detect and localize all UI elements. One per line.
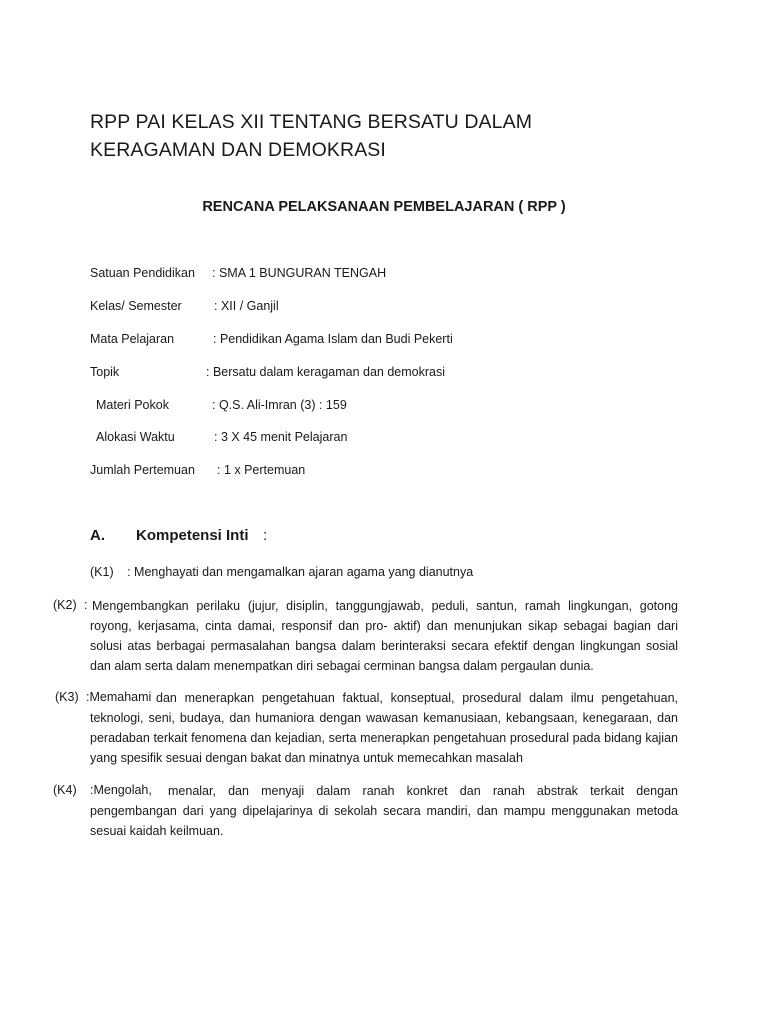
- identity-value: : Pendidikan Agama Islam dan Budi Pekerti: [213, 332, 453, 346]
- kompetensi-k3-code: (K3): [55, 690, 79, 704]
- kompetensi-code: (K1): [90, 565, 114, 579]
- identity-label: Materi Pokok: [96, 398, 169, 412]
- section-title: Kompetensi Inti: [136, 527, 249, 544]
- kompetensi-k3-prefix: :Memahami: [86, 690, 152, 704]
- kompetensi-k4-prefix: :Mengolah,: [90, 783, 152, 797]
- kompetensi-k1: [90, 565, 473, 579]
- kompetensi-k3-text: dan menerapkan pengetahuan faktual, konseptual, prosedural dalam ilmu pengetahuan, teknologi, seni, budaya, dan humaniora dengan wawasan kemanusiaan, kebangsaan, kenegaraan, dan peradaban terkait fenomena dan kejadian, serta menerapkan pengetahuan prosedural pada bidang kajian yang spesifik sesuai dengan bakat dan minatnya untuk memecahkan masalah: [90, 691, 678, 765]
- section-colon: :: [263, 527, 268, 544]
- identity-value: : Q.S. Ali-Imran (3) : 159: [212, 398, 347, 412]
- document-title-line-2: KERAGAMAN DAN DEMOKRASI: [90, 139, 386, 161]
- identity-value: : Bersatu dalam keragaman dan demokrasi: [206, 365, 446, 379]
- kompetensi-k4-text: menalar, dan menyaji dalam ranah konkret dan ranah abstrak terkait dengan pengembangan dari yang dipelajarinya di sekolah secara mandiri, dan mampu menggunakan metoda sesuai kaidah keilmuan.: [90, 784, 678, 838]
- identity-label: Mata Pelajaran: [90, 332, 175, 346]
- identity-value: : SMA 1 BUNGURAN TENGAH: [212, 266, 387, 280]
- kompetensi-k4-code: (K4): [53, 783, 77, 797]
- identity-label: Alokasi Waktu: [96, 430, 175, 444]
- identity-value: : 1 x Pertemuan: [217, 463, 306, 477]
- identity-label: Jumlah Pertemuan: [90, 463, 195, 477]
- kompetensi-k2-prefix: :: [84, 598, 88, 612]
- document-subtitle: RENCANA PELAKSANAAN PEMBELAJARAN ( RPP ): [202, 199, 566, 215]
- kompetensi-k2-text: Mengembangkan perilaku (jujur, disiplin, tanggungjawab, peduli, santun, ramah lingkungan, gotong royong, kerjasama, cinta damai, responsif dan pro- aktif) dan menunjukan sikap sebagai bagian dari solusi atas berbagai permasalahan bangsa dalam berinteraksi secara efektif dengan lingkungan sosial dan alam serta dalam menempatkan diri sebagai cerminan bangsa dalam pergaulan dunia.: [90, 599, 678, 673]
- identity-label: Topik: [90, 365, 120, 379]
- document-title-line-1: RPP PAI KELAS XII TENTANG BERSATU DALAM: [90, 111, 533, 133]
- kompetensi-text: : Menghayati dan mengamalkan ajaran agama yang dianutnya: [127, 565, 474, 579]
- kompetensi-k2-code: (K2): [53, 598, 77, 612]
- identity-label: Kelas/ Semester: [90, 299, 182, 313]
- identity-label: Satuan Pendidikan: [90, 266, 195, 280]
- document-title: [90, 108, 690, 164]
- identity-value: : XII / Ganjil: [214, 299, 279, 313]
- section-letter: A.: [90, 527, 105, 544]
- identity-value: : 3 X 45 menit Pelajaran: [214, 430, 348, 444]
